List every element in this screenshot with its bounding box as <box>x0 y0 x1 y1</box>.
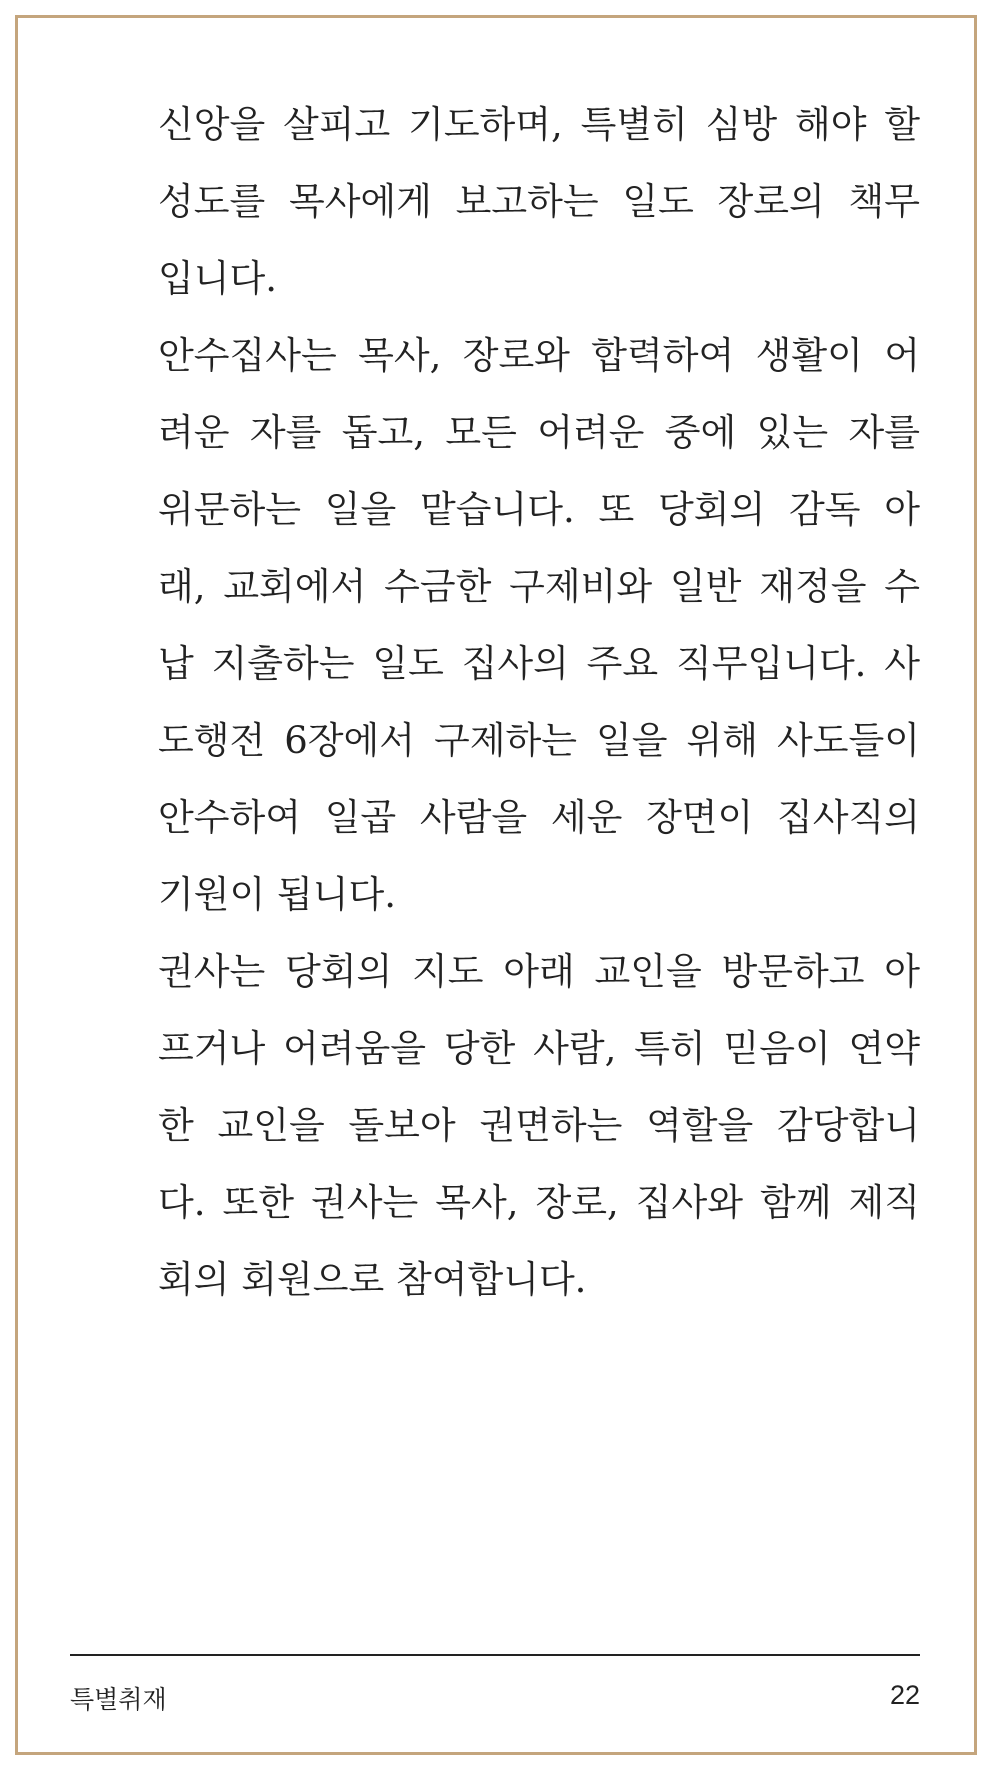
text-line: 려운 자를 돕고, 모든 어려운 중에 있는 자를 <box>158 411 920 454</box>
text-line: 도행전 6장에서 구제하는 일을 위해 사도들이 <box>158 719 920 762</box>
text-line: 납 지출하는 일도 집사의 주요 직무입니다. 사 <box>158 642 920 685</box>
text-line: 권사는 당회의 지도 아래 교인을 방문하고 아 <box>158 950 920 993</box>
page-number: 22 <box>889 1680 920 1710</box>
text-line: 성도를 목사에게 보고하는 일도 장로의 책무 <box>158 180 920 223</box>
text-line: 다. 또한 권사는 목사, 장로, 집사와 함께 제직 <box>158 1181 920 1224</box>
text-line: 회의 회원으로 참여합니다. <box>158 1258 587 1301</box>
text-line: 입니다. <box>158 257 277 300</box>
text-line: 신앙을 살피고 기도하며, 특별히 심방 해야 할 <box>158 103 920 146</box>
footer-divider <box>70 1654 920 1656</box>
text-line: 기원이 됩니다. <box>158 873 396 916</box>
footer-section-title: 특별취재 <box>70 1685 167 1714</box>
text-line: 래, 교회에서 수금한 구제비와 일반 재정을 수 <box>158 565 920 608</box>
text-line: 위문하는 일을 맡습니다. 또 당회의 감독 아 <box>158 488 920 531</box>
text-line: 프거나 어려움을 당한 사람, 특히 믿음이 연약 <box>158 1027 920 1070</box>
text-line: 안수하여 일곱 사람을 세운 장면이 집사직의 <box>158 796 920 839</box>
text-line: 한 교인을 돌보아 권면하는 역할을 감당합니 <box>158 1104 920 1147</box>
article-body <box>158 86 920 1318</box>
text-line: 안수집사는 목사, 장로와 합력하여 생활이 어 <box>158 334 920 377</box>
